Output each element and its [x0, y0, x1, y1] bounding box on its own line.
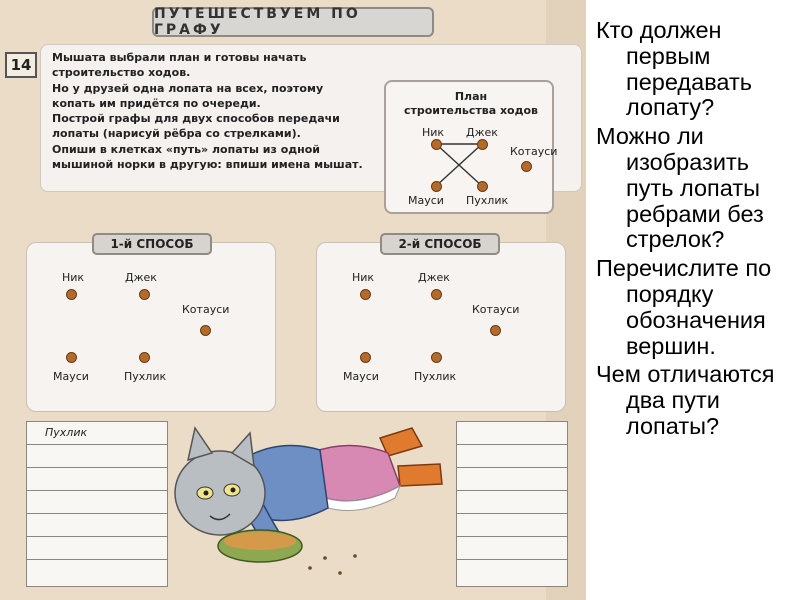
way1-panel — [26, 242, 276, 412]
question-item: Кто должен первым передавать лопату? — [596, 17, 752, 121]
path-cell[interactable] — [457, 560, 567, 583]
path-cell[interactable] — [457, 491, 567, 514]
way2-panel — [316, 242, 566, 412]
path-cell[interactable] — [457, 514, 567, 537]
plan-label-pukhlik: Пухлик — [466, 194, 509, 207]
way1-node — [139, 289, 150, 300]
way1-label-kotausi: Котауси — [182, 303, 230, 316]
plan-node — [477, 181, 488, 192]
way2-header: 2-й СПОСОБ — [380, 233, 500, 255]
way2-label-dzhek: Джек — [418, 271, 450, 284]
path-cell[interactable] — [27, 468, 167, 491]
bowl-food — [224, 532, 296, 550]
way1-node — [139, 352, 150, 363]
path-cell[interactable] — [27, 491, 167, 514]
path-cell[interactable] — [457, 537, 567, 560]
task-line: Мышата выбрали план и готовы начать строительство ходов. — [52, 51, 307, 80]
plan-title-1: План — [454, 90, 488, 103]
task-line: мышиной норки в другую: впиши имена мышат. — [52, 158, 363, 172]
way2-label-kotausi: Котауси — [472, 303, 520, 316]
plan-label-mausi: Мауси — [408, 194, 444, 207]
plan-title-2: строительства ходов — [403, 104, 539, 117]
plan-label-kotausi: Котауси — [510, 145, 558, 158]
way1-node — [66, 352, 77, 363]
question-item: Можно ли изобразить путь лопаты ребрами без стрелок? — [596, 123, 764, 253]
task-line: лопаты (нарисуй рёбра со стрелками). — [52, 127, 301, 141]
way1-label-pukhlik: Пухлик — [124, 370, 167, 383]
task-line: Построй графы для двух способов передачи — [52, 112, 340, 126]
plan-node — [431, 139, 442, 150]
path-table-left — [26, 421, 168, 587]
task-line: копать им придётся по очереди. — [52, 96, 261, 110]
path-cell[interactable] — [457, 445, 567, 468]
way2-label-mausi: Мауси — [343, 370, 379, 383]
cat-boot — [398, 464, 442, 486]
way2-node — [360, 352, 371, 363]
path-cell[interactable] — [27, 445, 167, 468]
way1-node — [200, 325, 211, 336]
way2-label-nik: Ник — [352, 271, 375, 284]
plan-node — [431, 181, 442, 192]
task-line: Опиши в клетках «путь» лопаты из одной — [52, 142, 321, 156]
way1-label-mausi: Мауси — [53, 370, 89, 383]
plan-node — [521, 161, 532, 172]
page-title: ПУТЕШЕСТВУЕМ ПО ГРАФУ — [152, 7, 434, 37]
question-item: Перечислите по порядку обозначения вершин. — [596, 255, 772, 359]
way2-node — [431, 352, 442, 363]
plan-label-nik: Ник — [422, 126, 445, 139]
task-text — [52, 50, 392, 172]
cat-illustration — [150, 398, 450, 598]
plan-label-dzhek: Джек — [466, 126, 498, 139]
plan-node — [477, 139, 488, 150]
path-cell[interactable] — [27, 514, 167, 537]
path-cell[interactable] — [457, 468, 567, 491]
path-cell[interactable] — [27, 537, 167, 560]
way2-node — [490, 325, 501, 336]
way1-label-dzhek: Джек — [125, 271, 157, 284]
path-table-right — [456, 421, 568, 587]
path-cell[interactable]: Пухлик — [27, 422, 167, 445]
way1-header: 1-й СПОСОБ — [92, 233, 212, 255]
path-cell[interactable] — [27, 560, 167, 583]
task-line: Но у друзей одна лопата на всех, поэтому — [52, 81, 324, 95]
way2-node — [360, 289, 371, 300]
way2-node — [431, 289, 442, 300]
way2-label-pukhlik: Пухлик — [414, 370, 457, 383]
path-cell[interactable] — [457, 422, 567, 445]
plan-diagram — [384, 80, 558, 214]
task-number: 14 — [5, 52, 37, 78]
way1-label-nik: Ник — [62, 271, 85, 284]
question-item: Чем отличаются два пути лопаты? — [596, 361, 775, 439]
way1-node — [66, 289, 77, 300]
question-list — [596, 18, 796, 443]
